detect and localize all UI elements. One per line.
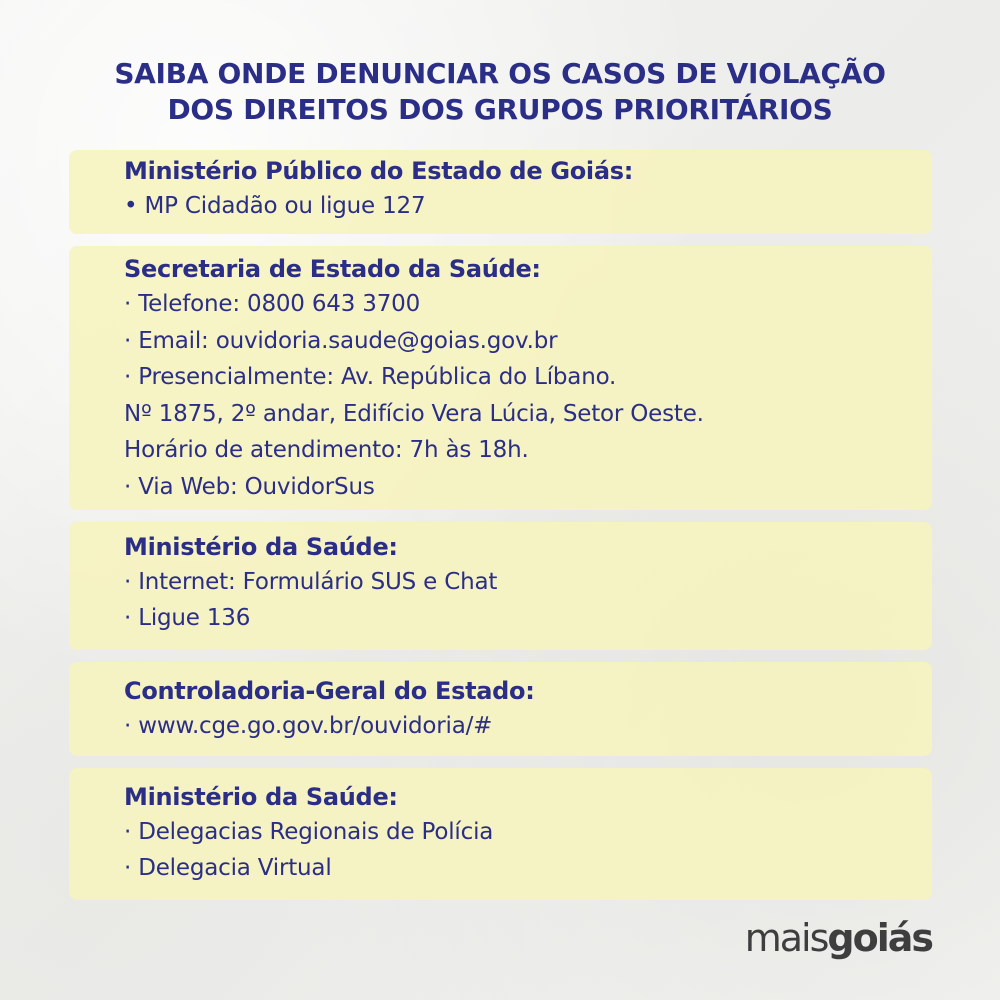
page-title-line-2: DOS DIREITOS DOS GRUPOS PRIORITÁRIOS (167, 93, 833, 126)
card-line-delegacia-virtual: · Delegacia Virtual (124, 855, 332, 881)
page-title (0, 56, 1000, 128)
logo-part-goias: goiás (827, 916, 932, 960)
card-line-endereco: Nº 1875, 2º andar, Edifício Vera Lúcia, Setor Oeste. (124, 400, 704, 427)
card-secretaria-saude (69, 246, 932, 510)
card-title: Ministério Público do Estado de Goiás: (124, 157, 634, 185)
card-title: Controladoria-Geral do Estado: (124, 677, 535, 705)
card-controladoria (69, 662, 932, 756)
card-line-horario: Horário de atendimento: 7h às 18h. (124, 437, 529, 463)
logo-part-mais: mais (744, 916, 828, 960)
card-line-ligue: · Ligue 136 (124, 605, 251, 631)
card-ministerio-publico (69, 150, 932, 234)
maisgoias-logo (745, 916, 932, 960)
card-line-email: · Email: ouvidoria.saude@goias.gov.br (124, 327, 558, 354)
card-ministerio-saude-delegacias (69, 768, 932, 900)
card-title: Ministério da Saúde: (124, 783, 398, 811)
card-line-delegacias: · Delegacias Regionais de Polícia (124, 819, 494, 845)
card-line-internet: · Internet: Formulário SUS e Chat (124, 569, 498, 595)
card-title: Secretaria de Estado da Saúde: (124, 255, 541, 283)
card-line: • MP Cidadão ou ligue 127 (124, 193, 426, 219)
card-title: Ministério da Saúde: (124, 533, 398, 561)
card-line-url: · www.cge.go.gov.br/ouvidoria/# (124, 713, 493, 739)
card-line-presencial: · Presencialmente: Av. República do Líbano. (124, 364, 617, 390)
card-line-via-web: · Via Web: OuvidorSus (124, 473, 375, 500)
card-ministerio-saude (69, 522, 932, 650)
card-line-telefone: · Telefone: 0800 643 3700 (124, 291, 420, 317)
page-title-line-1: SAIBA ONDE DENUNCIAR OS CASOS DE VIOLAÇÃO (114, 57, 886, 90)
